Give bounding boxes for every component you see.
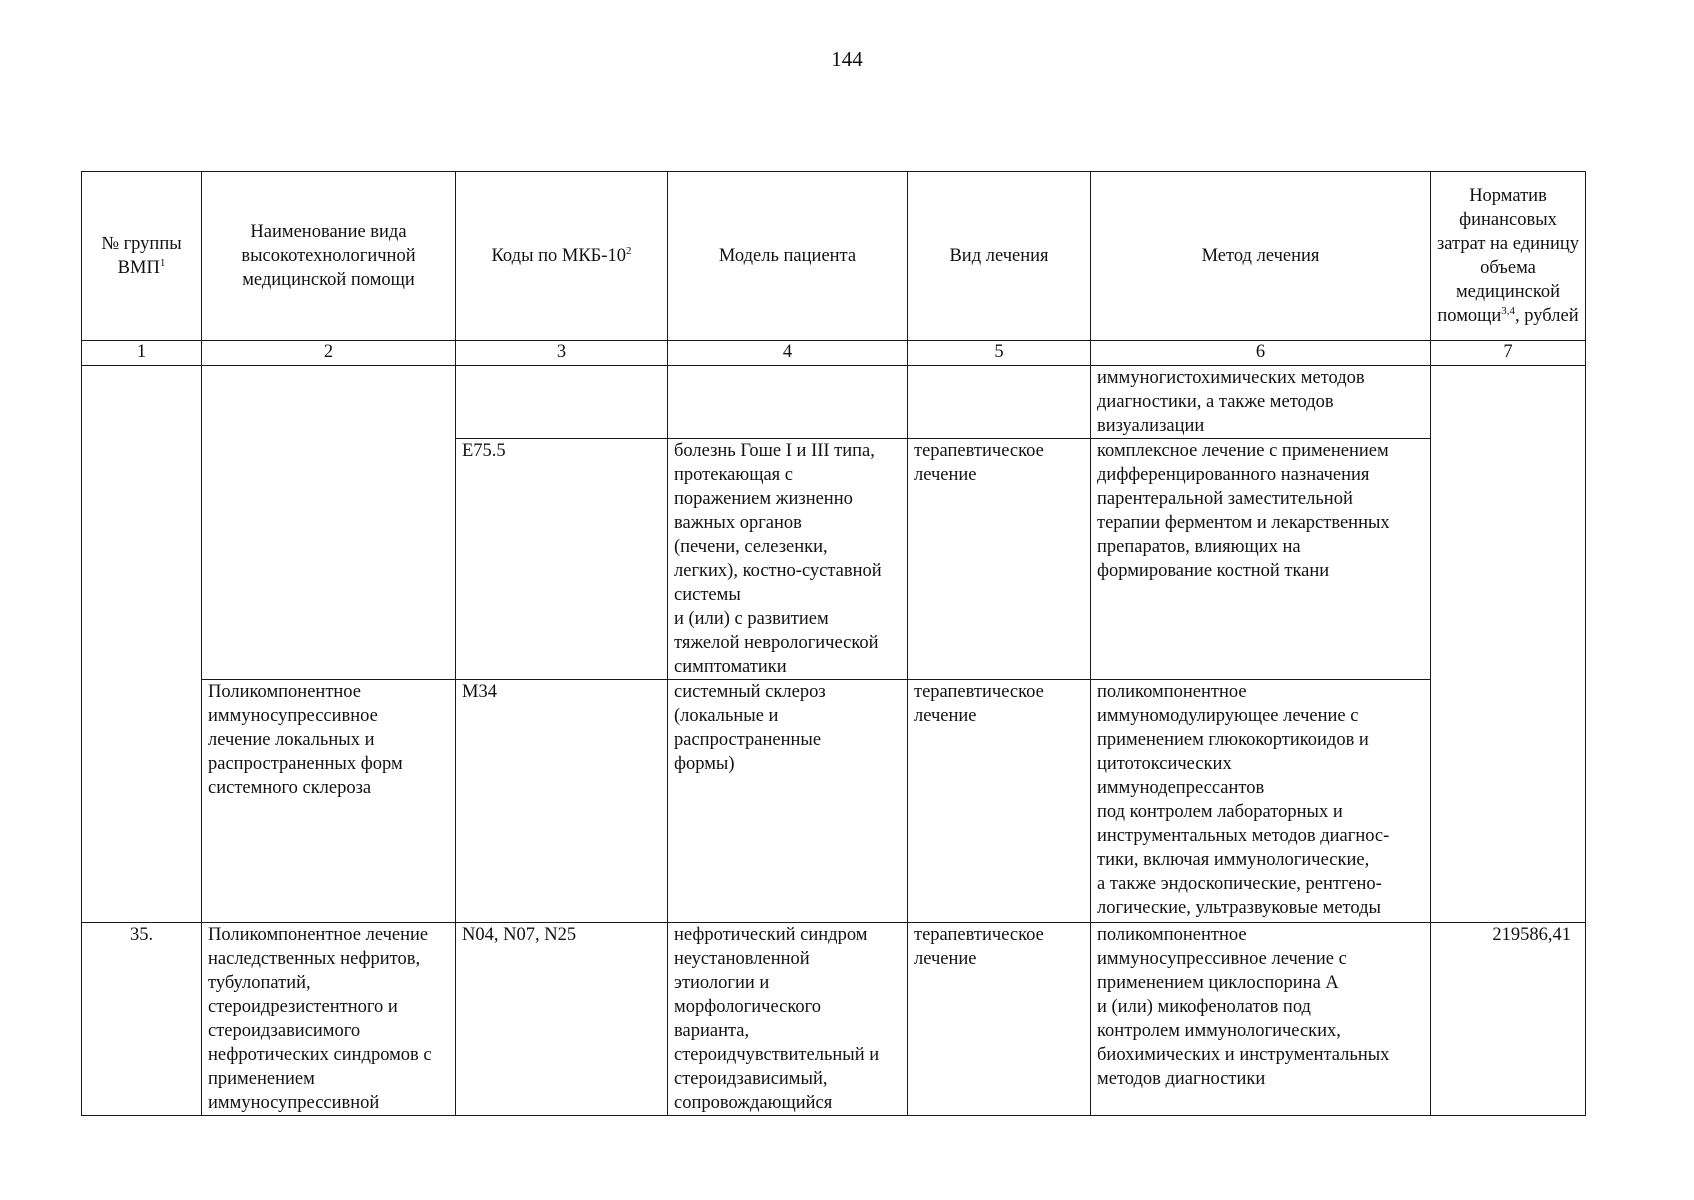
cost-cell: 219586,41 [1431, 923, 1586, 1116]
column-number-row [82, 341, 1586, 366]
header-patient-model: Модель пациента [668, 172, 908, 341]
icd-codes-cell: N04, N07, N25 [456, 923, 668, 1116]
header-group-number: № группы ВМП$^1$ [82, 172, 202, 341]
column-number: 2 [202, 341, 456, 366]
column-number: 1 [82, 341, 202, 366]
group-number-cell: 35. [82, 923, 202, 1116]
header-treatment-method: Метод лечения [1091, 172, 1431, 341]
table-row [82, 923, 1586, 1116]
icd-codes-cell [456, 366, 668, 439]
treatment-type-cell: терапевтическое лечение [908, 923, 1091, 1116]
treatment-type-cell [908, 366, 1091, 439]
column-number: 6 [1091, 341, 1431, 366]
table-row [82, 680, 1586, 923]
care-type-name-cell: Поликомпонентное лечение наследственных нефритов, тубулопатий, стероидрезистентного и стероидзависимого нефротических синдромов с применением иммуносупрессивной [202, 923, 456, 1116]
care-type-name-cell: Поликомпонентное иммуносупрессивное лечение локальных и распространенных форм системного склероза [202, 680, 456, 923]
treatment-method-cell: комплексное лечение с применением дифференцированного назначения парентеральной заместительной терапии ферментом и лекарственных препаратов, влияющих на формирование костной ткани [1091, 439, 1431, 680]
header-cost-standard: Норматив финансовых затрат на единицу объема медицинской помощи$^{3,4}$, рублей [1431, 172, 1586, 341]
column-number: 4 [668, 341, 908, 366]
treatment-method-cell: поликомпонентное иммуносупрессивное лечение с применением циклоспорина А и (или) микофенолатов под контролем иммунологических, биохимических и инструментальных методов диагностики [1091, 923, 1431, 1116]
header-row [82, 172, 1586, 341]
header-care-type-name: Наименование вида высокотехнологичной медицинской помощи [202, 172, 456, 341]
patient-model-cell: нефротический синдром неустановленной этиологии и морфологического варианта, стероидчувствительный и стероидзависимый, сопровождающийся [668, 923, 908, 1116]
patient-model-cell: системный склероз (локальные и распространенные формы) [668, 680, 908, 923]
header-icd-codes: Коды по МКБ-$10^2$ [456, 172, 668, 341]
icd-codes-cell: E75.5 [456, 439, 668, 680]
patient-model-cell: болезнь Гоше I и III типа, протекающая с поражением жизненно важных органов (печени, селезенки, легких), костно-суставной системы и (или) с развитием тяжелой неврологической симптоматики [668, 439, 908, 680]
column-number: 3 [456, 341, 668, 366]
header-treatment-type: Вид лечения [908, 172, 1091, 341]
treatment-method-cell: иммуногистохимических методов диагностики, а также методов визуализации [1091, 366, 1431, 439]
table-row [82, 366, 1586, 439]
cost-cell [1431, 366, 1586, 923]
page-number: 144 [831, 47, 863, 71]
patient-model-cell [668, 366, 908, 439]
treatment-type-cell: терапевтическое лечение [908, 439, 1091, 680]
vmp-table [81, 171, 1586, 1116]
treatment-method-cell: поликомпонентное иммуномодулирующее лечение с применением глюкокортикоидов и цитотоксических иммунодепрессантов под контролем лабораторных и инструментальных методов диагнос- тики, включая иммунологические, а также эндоскопические, рентгено- логические, ультразвуковые методы [1091, 680, 1431, 923]
column-number: 7 [1431, 341, 1586, 366]
treatment-type-cell: терапевтическое лечение [908, 680, 1091, 923]
care-type-name-cell [202, 366, 456, 680]
icd-codes-cell: M34 [456, 680, 668, 923]
column-number: 5 [908, 341, 1091, 366]
group-number-cell [82, 366, 202, 923]
